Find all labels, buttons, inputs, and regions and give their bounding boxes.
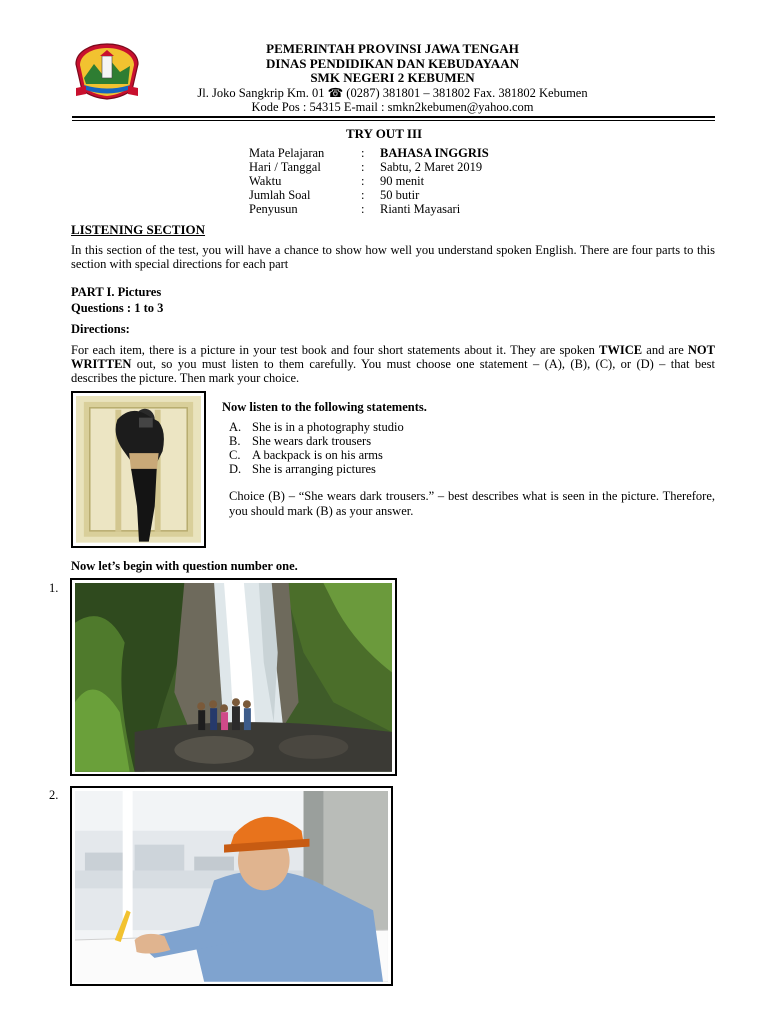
info-colon: : xyxy=(361,174,365,188)
option-letter: A. xyxy=(229,420,242,434)
example-heading: Now listen to the following statements. xyxy=(222,400,427,414)
info-colon: : xyxy=(361,188,365,202)
info-value: BAHASA INGGRIS xyxy=(380,146,489,160)
test-title: TRY OUT III xyxy=(345,126,423,141)
header-department: DINAS PENDIDIKAN DAN KEBUDAYAAN xyxy=(266,55,519,71)
info-value: 50 butir xyxy=(380,188,420,202)
header-contact: Kode Pos : 54315 E-mail : smkn2kebumen@yahoo.com xyxy=(251,100,534,114)
info-label: Mata Pelajaran xyxy=(249,146,325,160)
listening-intro: In this section of the test, you will have a chance to show how well you understand spoken English. There are four parts to this section with special directions for each part xyxy=(71,243,715,271)
option-item xyxy=(229,434,404,448)
option-item xyxy=(229,448,404,462)
letterhead xyxy=(150,42,635,115)
question-number: 1. xyxy=(49,581,59,595)
question-2-picture xyxy=(70,786,393,986)
info-value: Rianti Mayasari xyxy=(380,202,461,216)
directions-part-a: For each item, there is a picture in your test book and four short statements about it. They are spoken xyxy=(71,343,600,357)
info-row xyxy=(249,202,489,216)
example-explanation: Choice (B) – “She wears dark trousers.” – best describes what is seen in the picture. Therefore, you should mark (B) as your answer. xyxy=(229,489,715,518)
option-letter: D. xyxy=(229,462,242,476)
option-text: A backpack is on his arms xyxy=(252,448,383,462)
directions-part-c: out, so you must listen to them carefully. You must choose one statement – (A), (B), (C), or (D) – that best describes the picture. Then mark your choice. xyxy=(71,357,715,385)
question-1-picture xyxy=(70,578,397,776)
header-address: Jl. Joko Sangkrip Km. 01 ☎ (0287) 381801 – 381802 Fax. 381802 Kebumen xyxy=(197,85,588,100)
example-options xyxy=(229,420,404,476)
option-item xyxy=(229,420,404,434)
part1-title: PART I. Pictures xyxy=(71,285,162,299)
header-school: SMK NEGERI 2 KEBUMEN xyxy=(310,70,475,85)
info-value: 90 menit xyxy=(380,174,425,188)
info-label: Hari / Tanggal xyxy=(249,160,321,174)
header-divider-thick xyxy=(72,116,715,118)
begin-instruction: Now let’s begin with question number one. xyxy=(71,559,298,573)
header-government: PEMERINTAH PROVINSI JAWA TENGAH xyxy=(266,41,519,56)
info-row xyxy=(249,146,489,160)
part1-questions: Questions : 1 to 3 xyxy=(71,301,164,315)
info-row xyxy=(249,160,489,174)
directions-not-written: NOT WRITTEN xyxy=(71,343,715,371)
option-text: She is arranging pictures xyxy=(252,462,376,476)
option-text: She wears dark trousers xyxy=(252,434,372,448)
engineer-photo-image xyxy=(75,791,388,982)
listening-section-heading: LISTENING SECTION xyxy=(71,222,206,237)
info-colon: : xyxy=(361,202,365,216)
example-photo-image xyxy=(76,396,201,543)
info-row xyxy=(249,174,489,188)
example-picture xyxy=(71,391,206,548)
directions-part-b: and are xyxy=(642,343,688,357)
option-item xyxy=(229,462,404,476)
exam-info-table xyxy=(249,146,489,216)
info-label: Jumlah Soal xyxy=(249,188,311,202)
header-divider-thin xyxy=(72,120,715,121)
option-text: She is in a photography studio xyxy=(252,420,404,434)
directions-twice: TWICE xyxy=(599,343,643,357)
info-label: Waktu xyxy=(249,174,282,188)
option-letter: C. xyxy=(229,448,241,462)
province-emblem-icon xyxy=(72,42,142,100)
info-colon: : xyxy=(361,146,365,160)
info-label: Penyusun xyxy=(249,202,298,216)
directions-label: Directions: xyxy=(71,322,130,336)
option-letter: B. xyxy=(229,434,241,448)
question-number: 2. xyxy=(49,788,59,802)
info-row xyxy=(249,188,489,202)
info-value: Sabtu, 2 Maret 2019 xyxy=(380,160,483,174)
directions-text xyxy=(71,343,715,385)
info-colon: : xyxy=(361,160,365,174)
waterfall-photo-image xyxy=(75,583,392,772)
